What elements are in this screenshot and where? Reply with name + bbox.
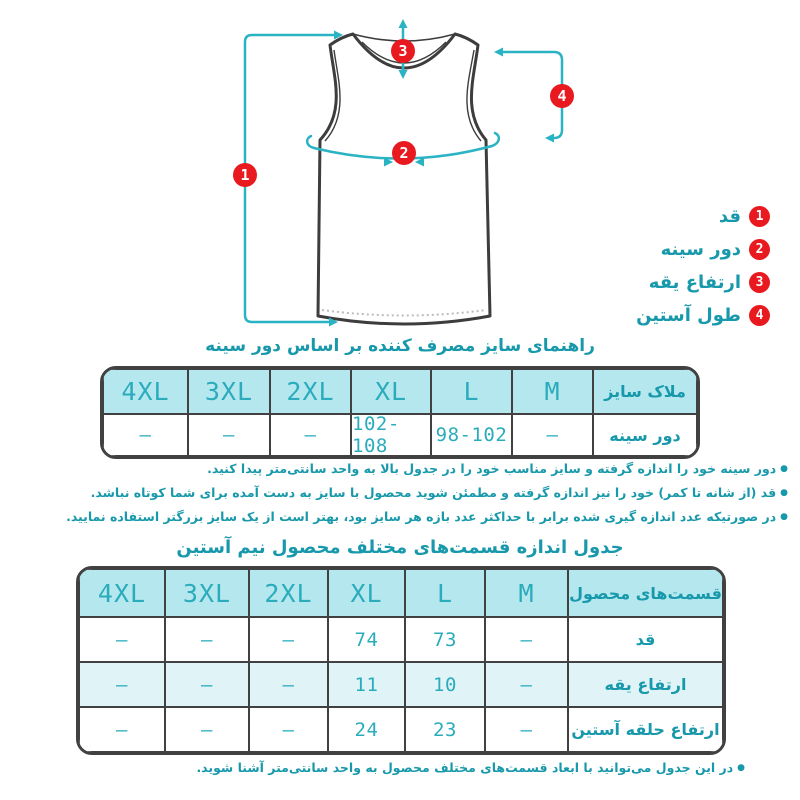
size-label: M <box>544 377 561 406</box>
legend-label: طول آستین <box>636 304 741 326</box>
cell-value: – <box>201 718 213 741</box>
cell-value: 10 <box>433 673 457 696</box>
cell-value: – <box>282 673 295 696</box>
parts-header-label: قسمت‌های محصول <box>569 583 722 603</box>
legend-item-collar <box>636 271 770 293</box>
size-label: L <box>463 377 480 406</box>
chest-value-cell <box>431 414 512 456</box>
armhole-value-cell <box>328 707 405 752</box>
length-value-cell <box>79 617 165 662</box>
legend-number-badge: 1 <box>749 206 770 227</box>
criteria-header-label: ملاک سایز <box>604 382 686 401</box>
collar-value-cell <box>485 662 568 707</box>
legend-item-length <box>636 205 770 227</box>
size-label: 4XL <box>97 578 147 608</box>
marker-3-number: 3 <box>398 42 408 60</box>
size-guide-title: راهنمای سایز مصرف کننده بر اساس دور سینه <box>205 336 595 356</box>
collar-value-cell <box>405 662 485 707</box>
row-label: ارتفاع یقه <box>604 675 687 694</box>
collar-value-cell <box>328 662 405 707</box>
legend-label: دور سینه <box>660 238 741 260</box>
size-label: 2XL <box>286 377 335 406</box>
cell-value: 24 <box>354 718 379 741</box>
size-label: XL <box>374 377 408 406</box>
size-column-header <box>328 569 405 617</box>
size-label: 3XL <box>182 578 232 608</box>
cell-value: – <box>520 718 533 741</box>
footnote-text: در این جدول می‌توانید با ابعاد قسمت‌های مختلف محصول به واحد سانتی‌متر آشنا شوید. <box>196 760 734 775</box>
parts-table-title: جدول اندازه قسمت‌های مختلف محصول نیم آستین <box>176 537 624 558</box>
tank-top-illustration <box>318 34 490 324</box>
size-column-header <box>512 369 593 414</box>
length-value-cell <box>165 617 249 662</box>
row-label: دور سینه <box>609 425 681 445</box>
cell-value: – <box>546 424 559 446</box>
size-column-header <box>405 569 485 617</box>
legend-number-badge: 4 <box>749 305 770 326</box>
cell-value: – <box>201 628 213 651</box>
cell-value: 74 <box>354 628 379 651</box>
length-value-cell <box>328 617 405 662</box>
marker-2-number: 2 <box>399 144 409 162</box>
collar-row-label-cell <box>568 662 723 707</box>
marker-4-number: 4 <box>557 87 567 105</box>
cell-value: 23 <box>433 718 457 741</box>
collar-value-cell <box>79 662 165 707</box>
cell-value: 11 <box>354 673 379 696</box>
cell-value: 102-108 <box>352 413 400 457</box>
length-row-label-cell <box>568 617 723 662</box>
cell-value: – <box>116 718 128 741</box>
legend-item-chest <box>636 238 770 260</box>
armhole-value-cell <box>485 707 568 752</box>
bullet-icon: ● <box>737 763 745 773</box>
legend-label: ارتفاع یقه <box>648 271 741 293</box>
size-label: 2XL <box>264 578 313 608</box>
row-label: قد <box>635 630 656 649</box>
legend-number-badge: 3 <box>749 272 770 293</box>
cell-value: – <box>520 628 533 651</box>
collar-value-cell <box>249 662 328 707</box>
criteria-header-cell <box>593 369 697 414</box>
size-column-header <box>270 369 351 414</box>
size-column-header <box>249 569 328 617</box>
chest-value-cell <box>351 414 431 456</box>
marker-1-number: 1 <box>240 166 250 184</box>
size-label: L <box>436 578 454 608</box>
cell-value: – <box>304 424 317 446</box>
cell-value: – <box>520 673 533 696</box>
chest-row-label-cell <box>593 414 697 456</box>
cell-value: – <box>201 673 213 696</box>
legend-number-badge: 2 <box>749 239 770 260</box>
size-label: M <box>518 578 535 608</box>
size-column-header <box>188 369 270 414</box>
note-text: در صورتیکه عدد اندازه گیری شده برابر با حداکثر عدد بازه هر سایز بود، بهتر است از یک سایز بزرگتر استفاده نمایید. <box>66 509 777 524</box>
legend-item-sleeve <box>636 304 770 326</box>
parts-header-cell <box>568 569 723 617</box>
legend-label: قد <box>718 205 741 227</box>
chest-value-cell <box>270 414 351 456</box>
armhole-value-cell <box>79 707 165 752</box>
chest-value-cell <box>512 414 593 456</box>
cell-value: – <box>116 673 128 696</box>
cell-value: 73 <box>433 628 457 651</box>
size-column-header <box>485 569 568 617</box>
bullet-icon: ● <box>780 488 788 498</box>
size-label: 4XL <box>121 377 170 406</box>
length-value-cell <box>249 617 328 662</box>
bullet-icon: ● <box>780 464 788 474</box>
size-column-header <box>165 569 249 617</box>
size-column-header <box>103 369 188 414</box>
size-column-header <box>431 369 512 414</box>
shirt-outline <box>318 34 490 324</box>
armhole-value-cell <box>165 707 249 752</box>
size-guide-notes <box>12 457 788 529</box>
measurement-legend <box>636 205 770 337</box>
note-text: دور سینه خود را اندازه گرفته و سایز مناسب خود را در جدول بالا به واحد سانتی‌متر پیدا کنید. <box>207 461 777 476</box>
note-line <box>12 505 788 529</box>
arrowhead <box>399 19 408 28</box>
bullet-icon: ● <box>780 512 788 522</box>
length-value-cell <box>485 617 568 662</box>
note-line <box>12 457 788 481</box>
cell-value: – <box>282 628 295 651</box>
row-label: ارتفاع حلقه آستین <box>571 720 720 739</box>
length-value-cell <box>405 617 485 662</box>
arrowhead <box>545 134 554 143</box>
armhole-value-cell <box>249 707 328 752</box>
size-column-header <box>351 369 431 414</box>
cell-value: – <box>282 718 295 741</box>
armhole-value-cell <box>405 707 485 752</box>
size-label: 3XL <box>204 377 254 406</box>
chest-value-cell <box>188 414 270 456</box>
cell-value: – <box>116 628 128 651</box>
arrowhead <box>494 48 503 57</box>
note-text: قد (از شانه تا کمر) خود را نیز اندازه گرفته و مطمئن شوید محصول با سایز به دست آمده برای شما کوتاه نباشد. <box>90 485 777 500</box>
size-label: XL <box>350 578 383 608</box>
cell-value: – <box>139 424 152 446</box>
cell-value: 98-102 <box>435 424 508 446</box>
chest-value-cell <box>103 414 188 456</box>
parts-measurement-table <box>76 566 726 755</box>
parts-table-footnote <box>12 760 745 775</box>
cell-value: – <box>223 424 235 446</box>
size-column-header <box>79 569 165 617</box>
armhole-row-label-cell <box>568 707 723 752</box>
collar-value-cell <box>165 662 249 707</box>
size-guide-table <box>100 366 700 459</box>
note-line <box>12 481 788 505</box>
